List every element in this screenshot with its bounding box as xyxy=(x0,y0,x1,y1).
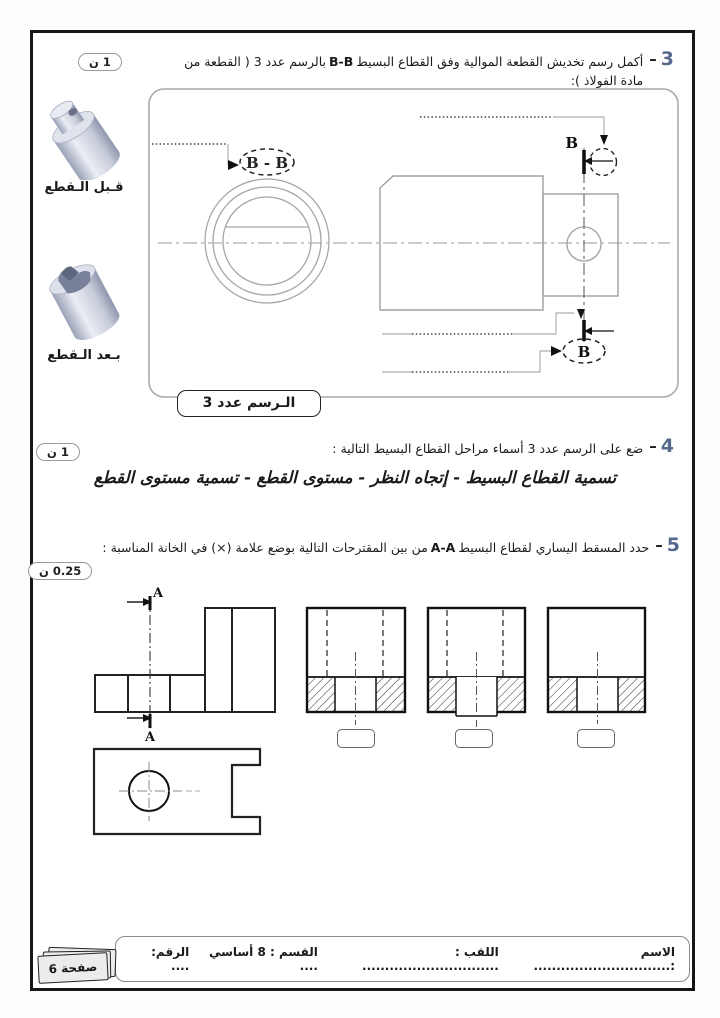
plate-top-view xyxy=(88,744,268,840)
section-drawing-b-b xyxy=(146,86,682,402)
part-after-cut-image xyxy=(33,248,145,346)
question-3-dash: – xyxy=(649,50,657,68)
drawing-number-box: الـرسم عدد 3 xyxy=(177,390,321,417)
after-cut-label: بـعد الـقطع xyxy=(47,348,121,363)
question-4-text: ضع على الرسم عدد 3 أسماء مراحل القطاع البسيط التالية : xyxy=(332,441,644,456)
question-3-number: 3 xyxy=(660,48,674,70)
proposal-1-drawing xyxy=(307,608,405,725)
answer-checkbox-3[interactable] xyxy=(577,729,615,748)
page-number-label: صفحة 6 xyxy=(37,952,108,984)
answer-checkbox-2[interactable] xyxy=(455,729,493,748)
svg-text:A: A xyxy=(144,730,156,743)
question-4-number: 4 xyxy=(660,435,674,457)
question-5-points-badge: 0.25 ن xyxy=(28,562,92,580)
name-field[interactable]: الاسم :.............................. xyxy=(533,945,675,973)
proposal-2-drawing xyxy=(428,608,525,727)
question-3-points-badge: 1 ن xyxy=(78,53,122,71)
question-4-row xyxy=(36,437,674,461)
l-shape-front-view xyxy=(85,583,297,743)
svg-text:B: B xyxy=(577,343,591,361)
student-info-bar xyxy=(115,936,690,982)
question-5-row xyxy=(36,536,680,558)
number-field[interactable]: الرقم: .... xyxy=(151,945,190,973)
proposals-drawings xyxy=(300,600,652,728)
question-5-dash: – xyxy=(655,536,663,554)
question-3-text: أكمل رسم تخديش القطعة الموالية وفق القطاع البسيطB-Bبالرسم عدد 3 ( القطعة من مادة الفولاذ ): xyxy=(184,54,644,88)
class-field[interactable]: القسم : 8 أساسي .... xyxy=(208,945,318,973)
answer-checkbox-1[interactable] xyxy=(337,729,375,748)
section-bb-ref: B-B xyxy=(329,54,354,69)
section-stages-list: تسمية القطاع البسيط - إتجاه النظر - مستوى القطع - تسمية مستوى القطع xyxy=(93,468,617,487)
proposal-3-drawing xyxy=(548,608,645,724)
svg-text:A: A xyxy=(153,586,164,601)
l-shape-outline xyxy=(95,608,275,712)
question-3-row xyxy=(78,50,674,91)
question-5-text: حدد المسقط اليساري لقطاع البسيطA-Aمن بين المقترحات التالية بوضع علامة (×) في الخانة المناسبة : xyxy=(102,540,650,555)
page-number-chip xyxy=(36,948,120,986)
question-4-points-badge: 1 ن xyxy=(36,443,80,461)
svg-text:B - B: B - B xyxy=(245,154,289,172)
svg-text:B: B xyxy=(565,134,578,152)
section-aa-ref: A-A xyxy=(430,540,456,555)
question-4-dash: – xyxy=(649,437,657,455)
before-cut-label: قـبل الـقطع xyxy=(44,180,124,195)
cutting-line-a-a xyxy=(127,586,164,743)
question-5-number: 5 xyxy=(666,534,680,556)
surname-field[interactable]: اللقب : .............................. xyxy=(362,945,499,973)
part-before-cut-image xyxy=(33,86,145,180)
